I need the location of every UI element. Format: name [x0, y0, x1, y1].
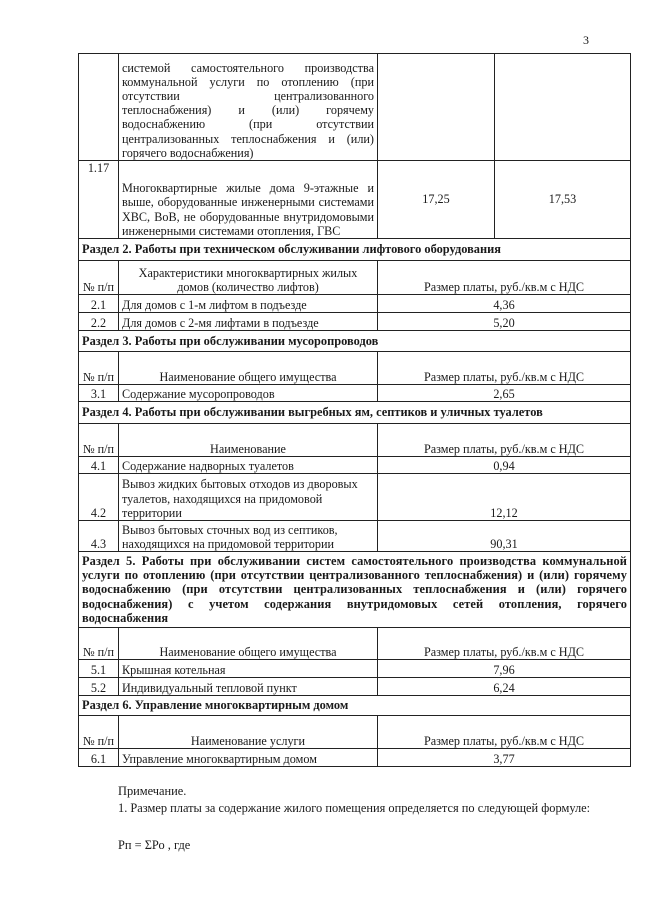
section-heading-row — [79, 552, 631, 628]
notes-heading: Примечание. — [118, 784, 187, 798]
row-name-cell: Содержание мусоропроводов — [119, 385, 378, 402]
page-number: 3 — [583, 33, 589, 47]
price-cell: 4,36 — [378, 295, 631, 313]
row-name-cell: Многоквартирные жилые дома 9-этажные и выше, оборудованные инженерными системами ХВС, ВоВ, не оборудованные внутридомовыми инженерными системами отопления, ГВС — [119, 161, 378, 239]
row-number-cell: 5.1 — [79, 660, 119, 678]
row-number-cell: 6.1 — [79, 749, 119, 767]
tariff-table — [78, 53, 631, 767]
section-title: Раздел 2. Работы при техническом обслуживании лифтового оборудования — [79, 239, 631, 261]
section-heading-row — [79, 402, 631, 424]
table-row — [79, 521, 631, 552]
header-price: Размер платы, руб./кв.м с НДС — [378, 424, 631, 457]
table-row — [79, 54, 631, 161]
table-row — [79, 749, 631, 767]
row-name-cell: системой самостоятельного производства коммунальной услуги по отоплению (при отсутствии централизованного теплоснабжения) и (или) горячему водоснабжению (при отсутствии централизованных теплоснабжения и (или) горячего водоснабжения) — [119, 54, 378, 161]
note-item: 1. Размер платы за содержание жилого помещения определяется по следующей формуле: — [118, 801, 591, 815]
table-header-row — [79, 628, 631, 660]
row-number-cell: 3.1 — [79, 385, 119, 402]
formula: Рп = ΣРо , где — [118, 838, 191, 852]
row-name-cell: Вывоз бытовых сточных вод из септиков, находящихся на придомовой территории — [119, 521, 378, 552]
price-cell: 90,31 — [378, 521, 631, 552]
table-row — [79, 474, 631, 521]
price-cell: 0,94 — [378, 457, 631, 474]
price-cell: 12,12 — [378, 474, 631, 521]
header-price: Размер платы, руб./кв.м с НДС — [378, 628, 631, 660]
header-price: Размер платы, руб./кв.м с НДС — [378, 352, 631, 385]
table-header-row — [79, 716, 631, 749]
row-number-cell: 5.2 — [79, 678, 119, 696]
table-row — [79, 313, 631, 331]
price-cell: 7,96 — [378, 660, 631, 678]
section-heading-row — [79, 696, 631, 716]
header-name: Наименование услуги — [119, 716, 378, 749]
table-row — [79, 457, 631, 474]
row-number-cell: 2.1 — [79, 295, 119, 313]
header-name: Наименование — [119, 424, 378, 457]
row-number-cell — [79, 54, 119, 161]
table-row — [79, 678, 631, 696]
row-name-cell: Вывоз жидких бытовых отходов из дворовых туалетов, находящихся на придомовой территории — [119, 474, 378, 521]
table-header-row — [79, 424, 631, 457]
row-name-cell: Для домов с 2-мя лифтами в подъезде — [119, 313, 378, 331]
price-cell: 3,77 — [378, 749, 631, 767]
header-price: Размер платы, руб./кв.м с НДС — [378, 261, 631, 295]
section-heading-row — [79, 331, 631, 352]
table-row — [79, 385, 631, 402]
header-number: № п/п — [79, 716, 119, 749]
row-name-cell: Управление многоквартирным домом — [119, 749, 378, 767]
section-title: Раздел 6. Управление многоквартирным домом — [79, 696, 631, 716]
header-number: № п/п — [79, 628, 119, 660]
header-number: № п/п — [79, 424, 119, 457]
table-header-row — [79, 352, 631, 385]
table-header-row — [79, 261, 631, 295]
table-row — [79, 161, 631, 239]
price-cell: 17,25 — [378, 161, 495, 239]
section-title: Раздел 3. Работы при обслуживании мусоропроводов — [79, 331, 631, 352]
row-name-cell: Содержание надворных туалетов — [119, 457, 378, 474]
row-name-cell: Для домов с 1-м лифтом в подъезде — [119, 295, 378, 313]
header-price: Размер платы, руб./кв.м с НДС — [378, 716, 631, 749]
table-row — [79, 660, 631, 678]
header-name: Характеристики многоквартирных жилых домов (количество лифтов) — [119, 261, 378, 295]
price-cell: 17,53 — [495, 161, 631, 239]
price-cell — [378, 54, 495, 161]
row-name-cell: Индивидуальный тепловой пункт — [119, 678, 378, 696]
price-cell — [495, 54, 631, 161]
header-name: Наименование общего имущества — [119, 352, 378, 385]
section-heading-row — [79, 239, 631, 261]
row-number-cell: 4.1 — [79, 457, 119, 474]
row-number-cell: 1.17 — [79, 161, 119, 239]
price-cell: 5,20 — [378, 313, 631, 331]
row-number-cell: 2.2 — [79, 313, 119, 331]
price-cell: 2,65 — [378, 385, 631, 402]
row-number-cell: 4.3 — [79, 521, 119, 552]
price-cell: 6,24 — [378, 678, 631, 696]
table-row — [79, 295, 631, 313]
header-number: № п/п — [79, 261, 119, 295]
section-title: Раздел 5. Работы при обслуживании систем самостоятельного производства коммунальной услуги по отоплению (при отсутствии централизованного теплоснабжения) и (или) горячему водоснабжению (при отсутствии централизованных теплоснабжения и (или) горячего водоснабжения) с учетом содержания внутридомовых сетей отопления, горячего водоснабжения — [79, 552, 631, 628]
row-number-cell: 4.2 — [79, 474, 119, 521]
row-name-cell: Крышная котельная — [119, 660, 378, 678]
header-number: № п/п — [79, 352, 119, 385]
header-name: Наименование общего имущества — [119, 628, 378, 660]
section-title: Раздел 4. Работы при обслуживании выгребных ям, септиков и уличных туалетов — [79, 402, 631, 424]
